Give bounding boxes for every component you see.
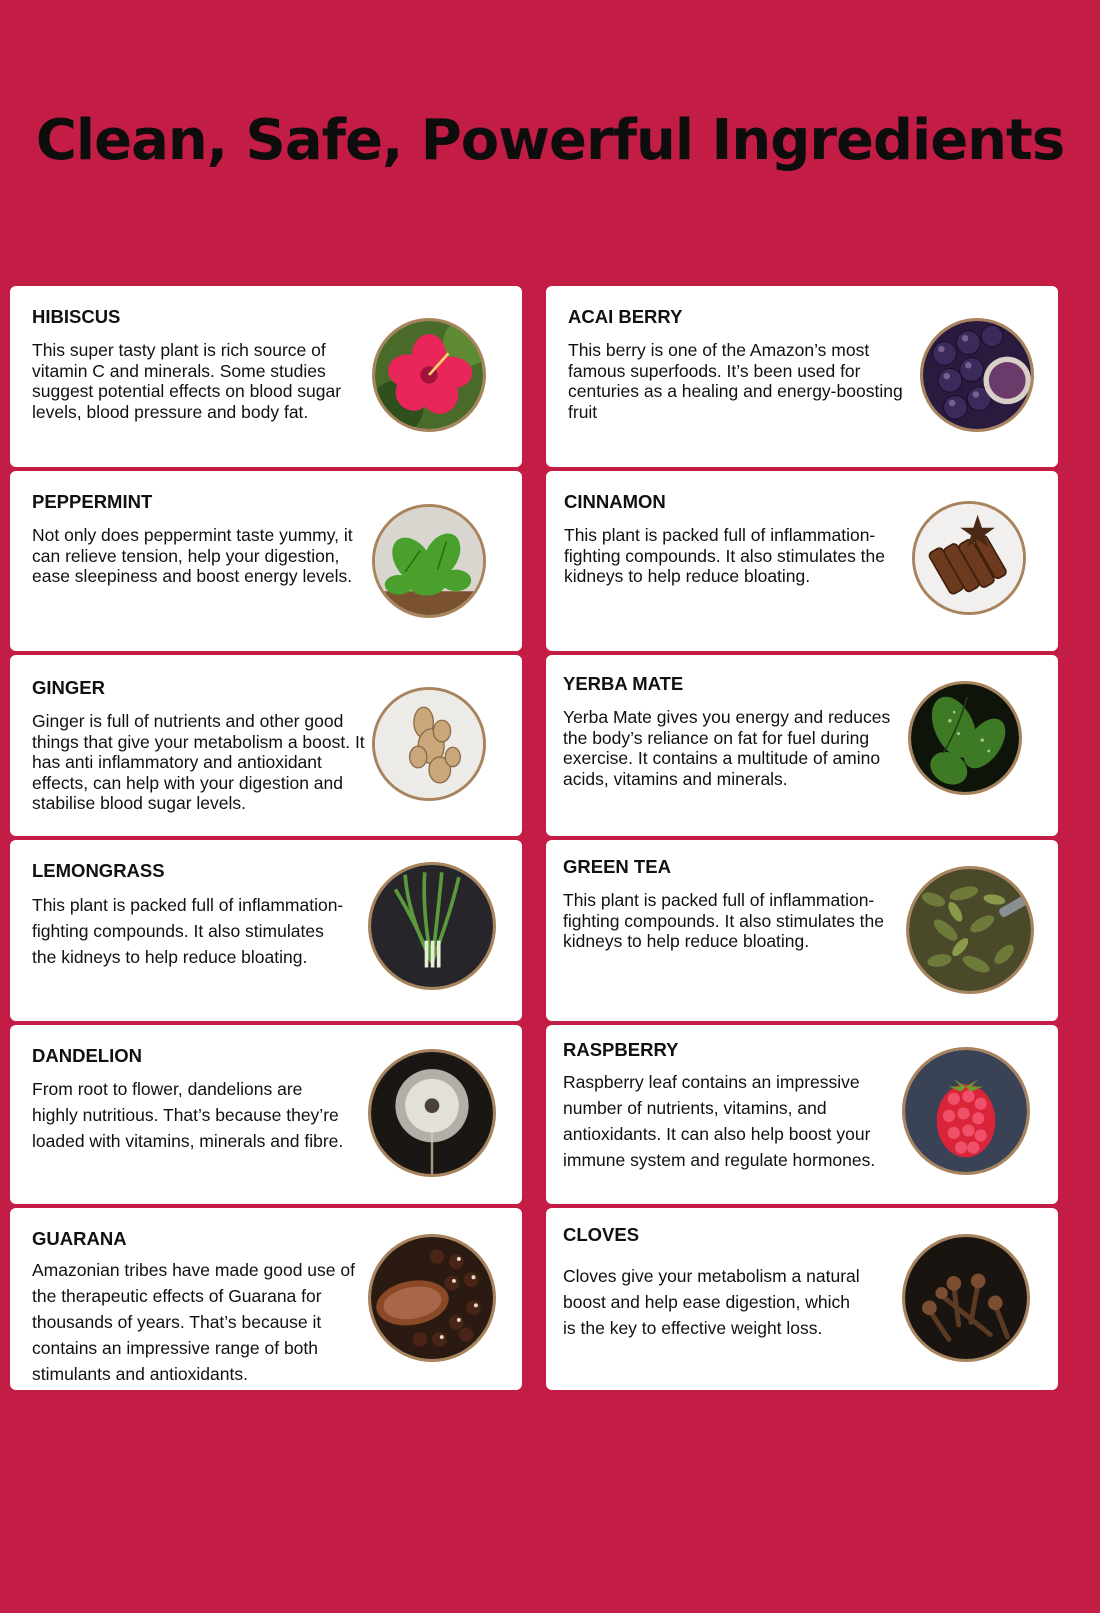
- ingredient-description: This plant is packed full of inflammation-fighting compounds. It also stimulates the kidneys to help reduce bloating.: [32, 895, 344, 967]
- lemongrass-image: [368, 862, 496, 990]
- acai-berries-image: [920, 318, 1034, 432]
- ingredient-card-dandelion: [10, 1025, 522, 1204]
- ingredient-name: RASPBERRY: [563, 1039, 679, 1060]
- cloves-image: [902, 1234, 1030, 1362]
- green-tea-leaves-image: [906, 866, 1034, 994]
- ginger-root-image: [372, 687, 486, 801]
- ingredient-name: DANDELION: [32, 1045, 142, 1066]
- ingredient-name: GINGER: [32, 677, 105, 698]
- ingredient-card-green-tea: [546, 840, 1058, 1021]
- ingredient-card-acai-berry: [546, 286, 1058, 467]
- ingredient-description: This plant is packed full of inflammation-fighting compounds. It also stimulates the kidneys to help reduce bloating.: [563, 890, 885, 951]
- page-title: Clean, Safe, Powerful Ingredients: [35, 108, 1065, 173]
- yerba-mate-leaves-image: [908, 681, 1022, 795]
- ingredient-description: Ginger is full of nutrients and other good things that give your metabolism a boost. It has anti inflammatory and antioxidant effects, can help with your digestion and stabilise blood sugar levels.: [32, 711, 365, 813]
- ingredient-card-cloves: [546, 1208, 1058, 1390]
- ingredient-card-ginger: [10, 655, 522, 836]
- ingredient-name: LEMONGRASS: [32, 860, 165, 881]
- ingredient-description: Not only does peppermint taste yummy, it can relieve tension, help your digestion, ease sleepiness and boost energy levels.: [32, 525, 353, 586]
- cinnamon-sticks-image: [912, 501, 1026, 615]
- ingredient-name: CLOVES: [563, 1224, 640, 1245]
- ingredient-description: Raspberry leaf contains an impressive number of nutrients, vitamins, and antioxidants. It can also help boost your immune system and regulate hormones.: [563, 1072, 876, 1170]
- ingredient-description: This plant is packed full of inflammation-fighting compounds. It also stimulates the kidneys to help reduce bloating.: [564, 525, 886, 586]
- ingredient-card-hibiscus: [10, 286, 522, 467]
- hibiscus-flower-image: [372, 318, 486, 432]
- ingredient-description: This super tasty plant is rich source of vitamin C and minerals. Some studies suggest potential effects on blood sugar levels, blood pressure and body fat.: [32, 340, 342, 422]
- ingredient-card-raspberry: [546, 1025, 1058, 1204]
- ingredient-card-guarana: [10, 1208, 522, 1390]
- ingredient-description: Amazonian tribes have made good use of the therapeutic effects of Guarana for thousands of years. That’s because it contains an impressive range of both stimulants and antioxidants.: [32, 1260, 355, 1384]
- ingredient-name: CINNAMON: [564, 491, 666, 512]
- ingredient-card-cinnamon: [546, 471, 1058, 651]
- ingredient-description: From root to flower, dandelions are highly nutritious. That’s because they’re loaded with vitamins, minerals and fibre.: [32, 1079, 344, 1151]
- ingredient-name: HIBISCUS: [32, 306, 121, 327]
- ingredient-card-peppermint: [10, 471, 522, 651]
- guarana-seeds-image: [368, 1234, 496, 1362]
- ingredient-card-lemongrass: [10, 840, 522, 1021]
- ingredient-description: Cloves give your metabolism a natural boost and help ease digestion, which is the key to effective weight loss.: [563, 1266, 860, 1338]
- ingredient-name: GUARANA: [32, 1228, 127, 1249]
- ingredient-description: Yerba Mate gives you energy and reduces the body’s reliance on fat for fuel during exercise. It contains a multitude of amino acids, vitamins and minerals.: [563, 707, 891, 789]
- ingredient-description: This berry is one of the Amazon’s most famous superfoods. It’s been used for centuries as a healing and energy-boosting fruit: [568, 340, 903, 422]
- dandelion-seedhead-image: [368, 1049, 496, 1177]
- raspberry-image: [902, 1047, 1030, 1175]
- ingredient-name: YERBA MATE: [563, 673, 684, 694]
- ingredient-name: ACAI BERRY: [568, 306, 683, 327]
- ingredient-name: GREEN TEA: [563, 856, 671, 877]
- ingredient-name: PEPPERMINT: [32, 491, 153, 512]
- peppermint-leaves-image: [372, 504, 486, 618]
- ingredient-card-yerba-mate: [546, 655, 1058, 836]
